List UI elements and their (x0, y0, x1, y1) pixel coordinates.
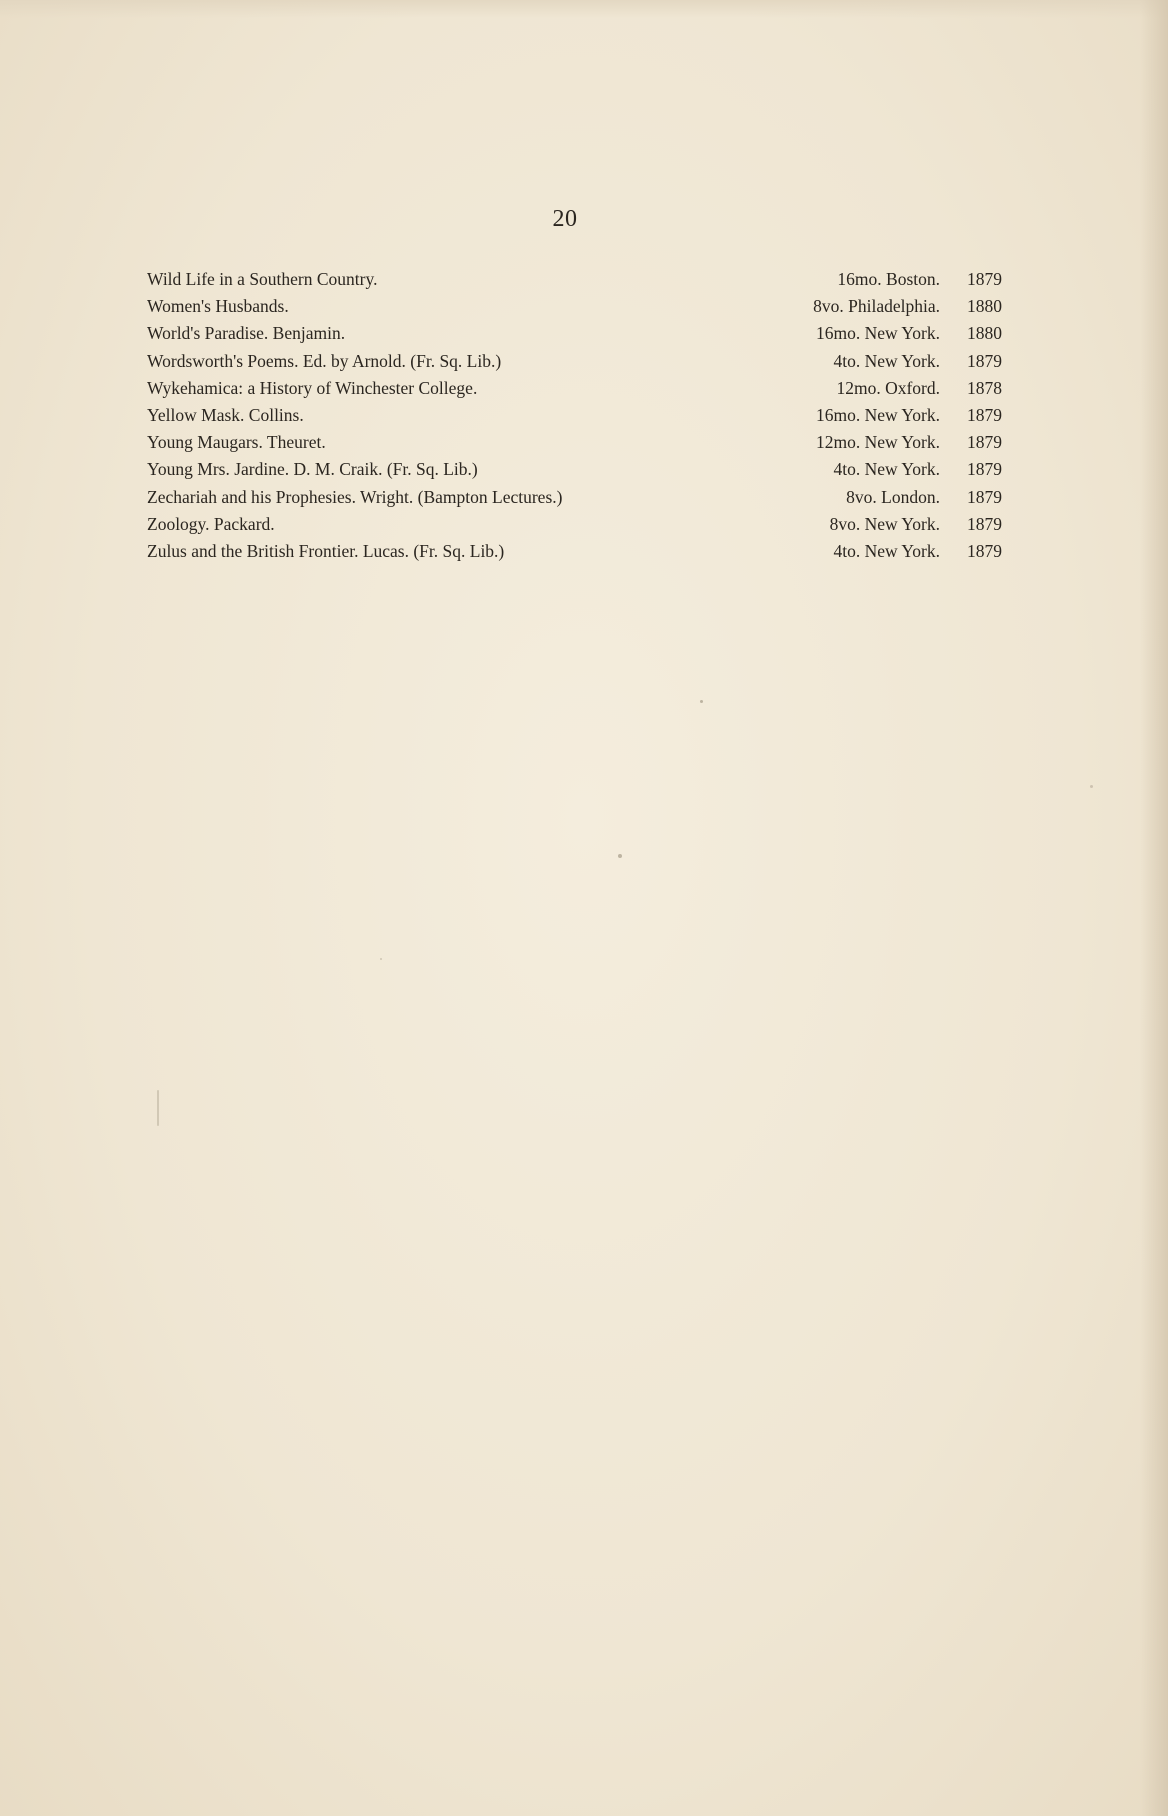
page-top-shading (0, 0, 1168, 18)
entry-imprint: 8vo. Philadelphia. (813, 296, 940, 317)
entry-imprint: 4to. New York. (833, 540, 940, 561)
paper-speck (1090, 785, 1093, 788)
entry-imprint: 4to. New York. (833, 350, 940, 371)
entry-imprint: 16mo. New York. (816, 404, 940, 425)
catalog-entry (147, 484, 1002, 511)
entry-title: Zechariah and his Prophesies. Wright. (Bampton Lectures.) (147, 486, 563, 507)
entry-imprint: 12mo. New York. (816, 432, 940, 453)
entry-title: Wykehamica: a History of Winchester College. (147, 377, 478, 398)
entry-imprint: 8vo. London. (846, 486, 940, 507)
page-right-edge (1140, 0, 1168, 1816)
catalog-entry (147, 293, 1002, 320)
entry-year: 1880 (967, 323, 1002, 344)
entry-title: Yellow Mask. Collins. (147, 404, 304, 425)
entry-year: 1879 (967, 540, 1002, 561)
entry-title: Wild Life in a Southern Country. (147, 269, 378, 289)
entry-title: Young Mrs. Jardine. D. M. Craik. (Fr. Sq. Lib.) (147, 459, 478, 480)
catalog-entry (147, 511, 1002, 538)
catalog-entry (147, 402, 1002, 429)
entry-year: 1880 (967, 296, 1002, 317)
entry-title: World's Paradise. Benjamin. (147, 323, 346, 344)
entry-year: 1878 (967, 377, 1002, 398)
entry-title: Wordsworth's Poems. Ed. by Arnold. (Fr. Sq. Lib.) (147, 350, 502, 371)
entry-imprint: 8vo. New York. (829, 513, 940, 534)
catalog-entry (147, 348, 1002, 375)
entry-year: 1879 (967, 486, 1002, 507)
catalog-entry-list (147, 266, 1002, 565)
entry-title: Women's Husbands. (147, 296, 289, 317)
entry-imprint: 12mo. Oxford. (836, 377, 940, 398)
entry-year: 1879 (967, 513, 1002, 534)
paper-speck (157, 1090, 159, 1126)
entry-title: Zoology. Packard. (147, 513, 275, 534)
catalog-entry (147, 429, 1002, 456)
entry-year: 1879 (967, 459, 1002, 480)
paper-speck (380, 958, 382, 960)
page-number: 20 (552, 206, 578, 232)
entry-year: 1879 (967, 432, 1002, 453)
catalog-entry (147, 320, 1002, 347)
entry-year: 1879 (967, 269, 1002, 289)
entry-imprint: 4to. New York. (833, 459, 940, 480)
entry-imprint: 16mo. New York. (816, 323, 940, 344)
entry-imprint: 16mo. Boston. (837, 269, 940, 289)
paper-speck (618, 854, 622, 858)
catalog-entry (147, 375, 1002, 402)
entry-year: 1879 (967, 350, 1002, 371)
catalog-entry (147, 266, 1002, 293)
paper-speck (700, 700, 703, 703)
entry-year: 1879 (967, 404, 1002, 425)
entry-title: Young Maugars. Theuret. (147, 432, 326, 453)
entry-title: Zulus and the British Frontier. Lucas. (Fr. Sq. Lib.) (147, 540, 505, 561)
catalog-entry (147, 538, 1002, 565)
catalog-entry (147, 456, 1002, 483)
